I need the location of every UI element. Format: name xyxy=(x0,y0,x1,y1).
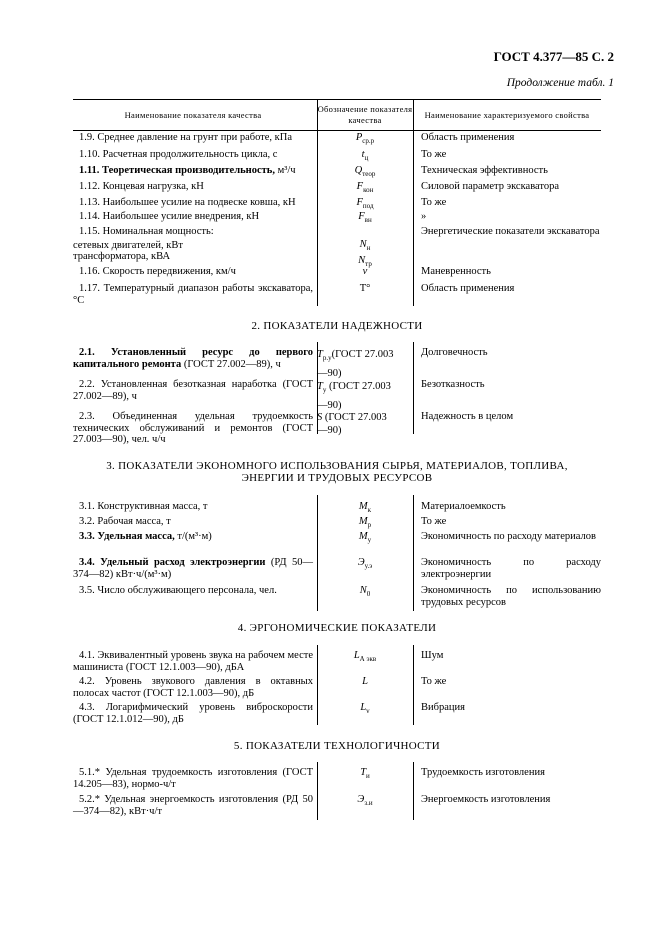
row-name: 3.4. Удельный расход электроэнергии (РД 50—374—82) кВт·ч/(м³·м) xyxy=(73,557,313,580)
row-symbol: $Q_{теор}$ xyxy=(354,165,376,179)
row-property: Экономичность по расходу электроэнергии xyxy=(421,557,601,580)
row-name: 3.2. Рабочая масса, т xyxy=(79,516,171,527)
section-title: 3. ПОКАЗАТЕЛИ ЭКОНОМНОГО ИСПОЛЬЗОВАНИЯ СЫРЬЯ, МАТЕРИАЛОВ, ТОПЛИВА, ЭНЕРГИИ И ТРУДОВЫХ РЕСУРСОВ xyxy=(106,460,568,484)
row-symbol: $M_у$ xyxy=(358,531,372,545)
row-property: То же xyxy=(421,676,447,687)
row-name: 5.1.* Удельная трудоемкость изготовления (ГОСТ 14.205—83), нормо-ч/т xyxy=(73,767,313,790)
header-col-name: Наименование показателя качества xyxy=(124,109,262,120)
row-symbol: $Э_{у.э}$ xyxy=(357,557,373,571)
row-property: Экономичность по расходу материалов xyxy=(421,531,596,542)
row-symbol: $Э_{з.и}$ xyxy=(357,794,373,808)
row-property: Трудоемкость изготовления xyxy=(421,767,545,778)
row-property: Техническая эффективность xyxy=(421,165,548,176)
row-property: Надежность в целом xyxy=(421,411,514,422)
row-name: 1.16. Скорость передвижения, км/ч xyxy=(79,266,236,277)
row-name: 2.1. Установленный ресурс до первого капитального ремонта (ГОСТ 27.002—89), ч xyxy=(73,347,313,370)
row-property: » xyxy=(421,211,427,222)
row-symbol: $L_v$ xyxy=(360,702,370,716)
row-name: 4.2. Уровень звукового давления в октавных полосах частот (ГОСТ 12.1.003—90), дБ xyxy=(73,676,313,699)
row-symbol: $F_{под}$ xyxy=(356,197,374,211)
section2-divider-2 xyxy=(413,342,414,434)
row-property: То же xyxy=(421,197,447,208)
section5-divider-2 xyxy=(413,762,414,820)
row-property: Силовой параметр экскаватора xyxy=(421,181,560,192)
row-property: Область применения xyxy=(421,283,515,294)
section1-divider-2 xyxy=(413,130,414,306)
row-name: 5.2.* Удельная энергоемкость изготовления (РД 50—374—82), кВт·ч/т xyxy=(73,794,313,817)
header-col-property: Наименование характеризуемого свойства xyxy=(424,109,590,120)
row-property: Энергетические показатели экскаватора xyxy=(421,226,600,237)
table-header-rule xyxy=(73,130,601,131)
row-name: 1.13. Наибольшее усилие на подвеске ковша, кН xyxy=(79,197,296,208)
row-symbol: $F_{вн}$ xyxy=(358,211,372,225)
row-property: Область применения xyxy=(421,132,515,143)
row-name: 4.1. Эквивалентный уровень звука на рабочем месте машиниста (ГОСТ 12.1.003—90), дБА xyxy=(73,650,313,673)
row-property: То же xyxy=(421,149,447,160)
row-property: Маневренность xyxy=(421,266,491,277)
section4-divider-2 xyxy=(413,645,414,725)
row-symbol: S (ГОСТ 27.003—90) xyxy=(317,412,387,436)
row-name: 4.3. Логарифмический уровень виброскорости (ГОСТ 12.1.012—90), дБ xyxy=(73,702,313,725)
row-name: 2.2. Установленная безотказная наработка (ГОСТ 27.002—89), ч xyxy=(73,379,313,402)
row-symbol: T° xyxy=(359,283,371,294)
row-symbol: $N_0$ xyxy=(359,585,371,599)
row-name-line: 1.15. Номинальная мощность: xyxy=(79,226,214,237)
row-property: Безотказность xyxy=(421,379,485,390)
row-symbol: $t_ц$ xyxy=(361,149,369,163)
row-name: 1.12. Концевая нагрузка, кН xyxy=(79,181,204,192)
row-property: Материалоемкость xyxy=(421,501,506,512)
row-name: 3.5. Число обслуживающего персонала, чел. xyxy=(79,585,277,596)
row-symbol: $F_{кон}$ xyxy=(356,181,374,195)
page-header: ГОСТ 4.377—85 С. 2 xyxy=(493,49,614,64)
row-property: Энергоемкость изготовления xyxy=(421,794,551,805)
row-name: 1.11. Теоретическая производительность, м³/ч xyxy=(79,165,296,176)
row-symbol: $N_н$ $N_{тр}$ xyxy=(358,239,372,268)
row-name: 1.9. Среднее давление на грунт при работе, кПа xyxy=(79,132,293,143)
row-name: 1.17. Температурный диапазон работы экскаватора, °С xyxy=(73,283,313,306)
row-property: Шум xyxy=(421,650,444,661)
table-continuation-note: Продолжение табл. 1 xyxy=(506,77,614,89)
row-symbol: $M_к$ xyxy=(358,501,372,515)
row-property: Вибрация xyxy=(421,702,465,713)
row-name-line: трансформатора, кВА xyxy=(73,251,171,262)
table-header xyxy=(73,100,601,130)
row-symbol: L xyxy=(362,676,368,687)
row-symbol: $T_{р.у}(ГОСТ$ 27.003—90) xyxy=(317,349,394,380)
row-name: 1.14. Наибольшее усилие внедрения, кН xyxy=(79,211,260,222)
header-col-symbol: Обозначение показателя качества xyxy=(317,104,413,125)
header-divider-2 xyxy=(413,99,414,130)
section3-divider-2 xyxy=(413,495,414,611)
row-name: 3.1. Конструктивная масса, т xyxy=(79,501,208,512)
row-property: Долговечность xyxy=(421,347,488,358)
header-divider-1 xyxy=(317,99,318,130)
section-title: 5. ПОКАЗАТЕЛИ ТЕХНОЛОГИЧНОСТИ xyxy=(233,740,441,752)
section-title: 2. ПОКАЗАТЕЛИ НАДЕЖНОСТИ xyxy=(251,320,423,332)
section-title: 4. ЭРГОНОМИЧЕСКИЕ ПОКАЗАТЕЛИ xyxy=(237,622,437,634)
row-name: 3.3. Удельная масса, т/(м³·м) xyxy=(79,531,212,542)
row-name xyxy=(73,226,313,263)
row-symbol: $L_{А экв}$ xyxy=(353,650,377,664)
row-symbol: v xyxy=(362,266,368,277)
row-name: 2.3. Объединенная удельная трудоемкость технических обслуживаний и ремонтов (ГОСТ 27.003—90), чел. ч/ч xyxy=(73,411,313,445)
row-symbol: $M_р$ xyxy=(358,516,372,530)
row-symbol: $T_у$ (ГОСТ 27.003—90) xyxy=(317,381,391,412)
row-symbol: $T_и$ xyxy=(360,767,370,781)
row-property: Экономичность по использованию трудовых ресурсов xyxy=(421,585,601,608)
row-symbol: $P_{ср.р}$ xyxy=(355,132,375,146)
row-name: 1.10. Расчетная продолжительность цикла, с xyxy=(79,149,278,160)
row-name-line: сетевых двигателей, кВт xyxy=(73,239,183,251)
row-property: То же xyxy=(421,516,447,527)
